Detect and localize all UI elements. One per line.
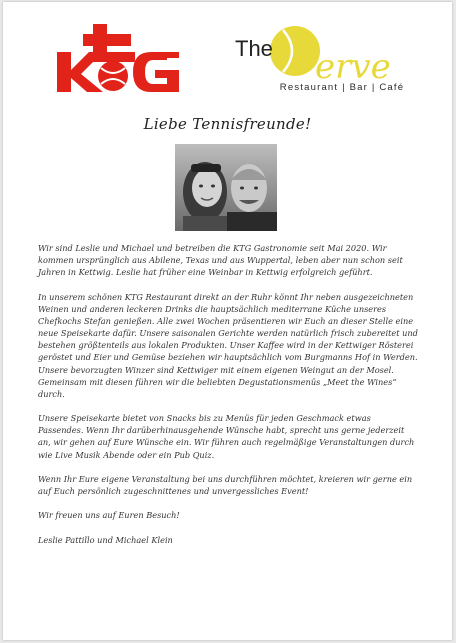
svg-text:The: The [235, 36, 273, 61]
ktg-logo [55, 24, 183, 94]
signature: Leslie Pattillo und Michael Klein [38, 534, 173, 545]
paragraph-closing: Wir freuen uns auf Euren Besuch! [38, 510, 180, 521]
paragraph-restaurant: In unserem schönen KTG Restaurant direkt an der Ruhr könnt Ihr neben ausgezeichneten Weinen und anderen leckeren Drinks die hauptsächlich mediterrane Küche unseres Chefkochs Stefan genießen. Alle zwei Wochen präsentieren wir Euch an dieser Stelle eine neue Speisekarte dafür. Unsere saisonalen Gerichte werden natürlich frisch zubereitet und bestehen größtenteils aus lokalen Produkten. Unser Kaffee wird in der Kettwiger Rösterei geröstet und Eier und Gemüse beziehen wir hauptsächlich vom Burgmanns Hof in Werden. Unsere bevorzugten Winzer sind Kettwiger mit einem eigenen Weingut an der Mosel. Gemeinsam mit diesen führen wir die beliebten Degustationsmenüs „Meet the Wines“ durch. [38, 291, 418, 399]
svg-text:erve: erve [315, 47, 391, 87]
letter-body [38, 242, 418, 558]
document-page [3, 2, 452, 640]
paragraph-events: Wenn Ihr Eure eigene Veranstaltung bei uns durchführen möchtet, kreieren wir gerne ein auf Euch persönlich zugeschnittenes und unvergessliches Event! [38, 473, 413, 497]
paragraph-intro: Wir sind Leslie und Michael und betreiben die KTG Gastronomie seit Mai 2020. Wir kommen ursprünglich aus Abilene, Texas und aus Wuppertal, leben aber nun schon seit Jahren in Kettwig. Leslie hat früher eine Weinbar in Kettwig erfolgreich geführt. [38, 243, 403, 278]
owners-photo [175, 144, 277, 231]
paragraph-menu: Unsere Speisekarte bietet von Snacks bis zu Menüs für jeden Geschmack etwas Passendes. Wenn Ihr darüberhinausgehende Wünsche habt, sprecht uns gerne jederzeit an, wir gehen auf Eure Wünsche ein. Wir führen auch regelmäßige Veranstaltungen durch wie Live Musik Abende oder ein Pub Quiz. [38, 413, 415, 460]
greeting-heading: Liebe Tennisfreunde! [143, 115, 312, 133]
serve-subtitle: Restaurant | Bar | Café [279, 82, 405, 93]
tennis-ball-icon [98, 61, 128, 91]
